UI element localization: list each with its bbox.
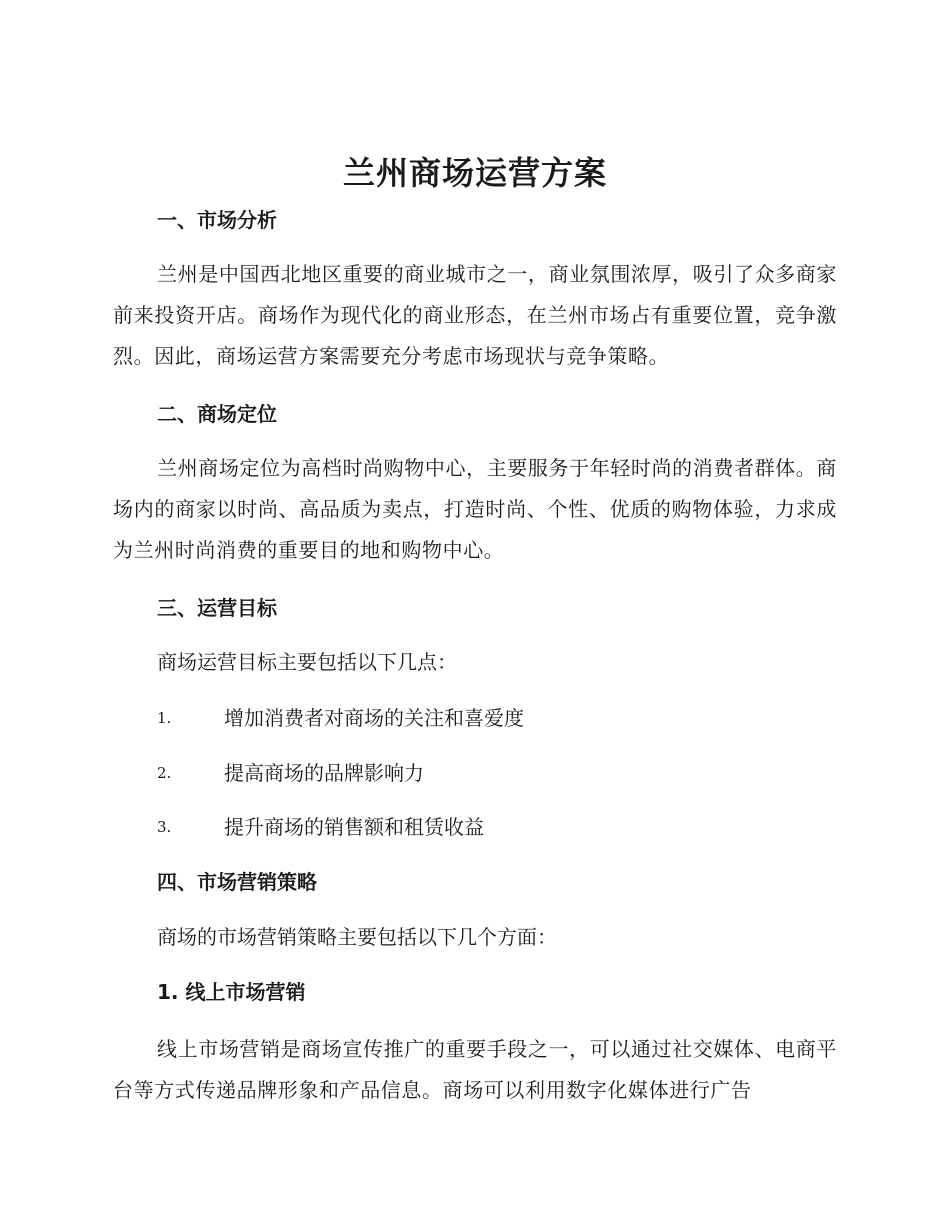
list-item-text: 提升商场的销售额和租赁收益 (224, 815, 484, 839)
paragraph-market-analysis: 兰州是中国西北地区重要的商业城市之一，商业氛围浓厚，吸引了众多商家前来投资开店。商场作为现代化的商业形态，在兰州市场占有重要位置，竞争激烈。因此，商场运营方案需要充分考虑市场现状与竞争策略。 (113, 262, 837, 368)
list-item-number: 3. (157, 818, 172, 836)
paragraph-online-marketing: 线上市场营销是商场宣传推广的重要手段之一，可以通过社交媒体、电商平台等方式传递品牌形象和产品信息。商场可以利用数字化媒体进行广告 (113, 1037, 837, 1102)
section-heading-goals: 三、运营目标 (157, 596, 277, 620)
list-item-text: 增加消费者对商场的关注和喜爱度 (224, 706, 524, 730)
list-item-number: 1. (157, 709, 172, 727)
section-heading-marketing-strategy: 四、市场营销策略 (157, 870, 317, 894)
paragraph-marketing-intro: 商场的市场营销策略主要包括以下几个方面： (157, 925, 557, 949)
document-title: 兰州商场运营方案 (342, 154, 607, 192)
list-item-text: 提高商场的品牌影响力 (224, 761, 424, 785)
subheading-online-marketing: 1. 线上市场营销 (157, 980, 306, 1004)
list-item-number: 2. (157, 764, 172, 782)
section-heading-market-analysis: 一、市场分析 (157, 208, 277, 232)
paragraph-goals-intro: 商场运营目标主要包括以下几点： (157, 650, 457, 674)
paragraph-positioning: 兰州商场定位为高档时尚购物中心，主要服务于年轻时尚的消费者群体。商场内的商家以时尚、高品质为卖点，打造时尚、个性、优质的购物体验，力求成为兰州时尚消费的重要目的地和购物中心。 (113, 456, 837, 562)
section-heading-positioning: 二、商场定位 (157, 402, 277, 426)
